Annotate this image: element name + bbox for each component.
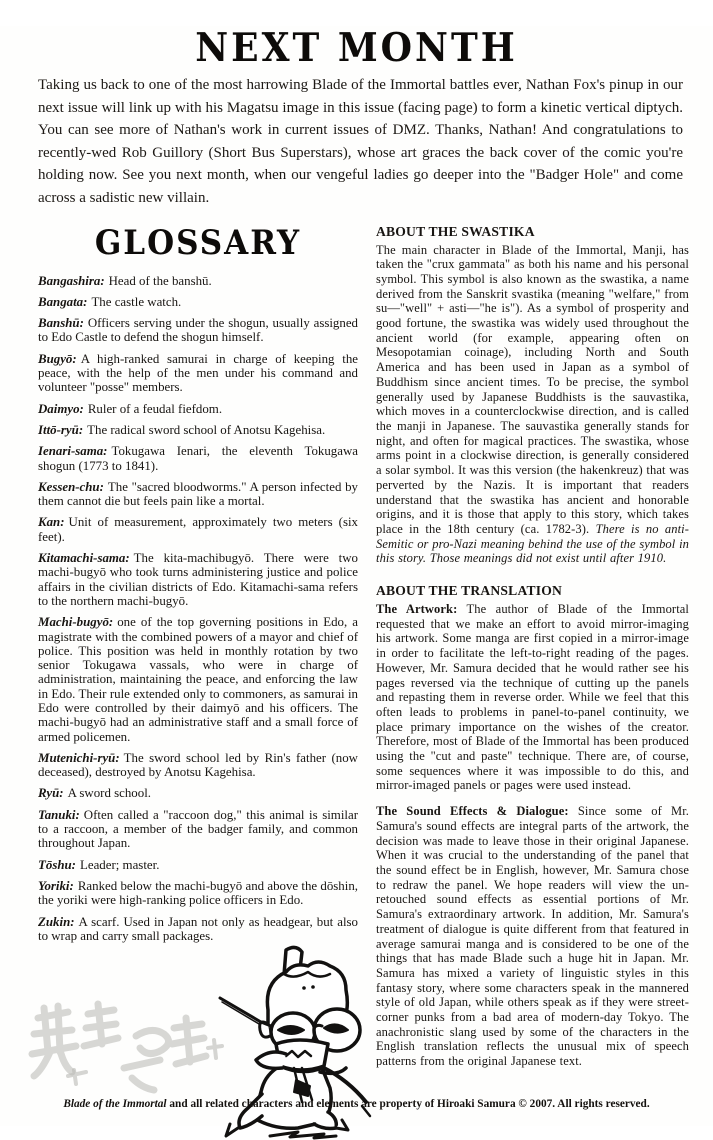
artwork-label: The Artwork: — [376, 602, 458, 617]
glossary-entry — [38, 615, 358, 744]
glossary-definition: one of the top governing positions in Edo, a magistrate with the combined powers of a mayor and chief of police. This position was held in monthly rotation by two senior Tokugawa vassals, who were in charge of administration, maintaining the peace, and enforcing the law in Edo. Their rule extended only to commoners, as samurai in Edo were controlled by their daimyō and his officers. The machi-bugyō had an administrative staff and a small force of armed policemen. — [38, 615, 358, 744]
glossary-entry — [38, 423, 358, 437]
glossary-entry — [38, 786, 358, 800]
about-translation-heading: ABOUT THE TRANSLATION — [376, 583, 563, 599]
glossary-entry — [38, 295, 358, 309]
glossary-term: Ienari-sama: — [38, 444, 108, 459]
glossary-definition: The sword school led by Rin's father (now deceased), destroyed by Anotsu Kagehisa. — [38, 750, 358, 780]
glossary-term: Kan: — [38, 515, 65, 530]
glossary-definition: Officers serving under the shogun, usually assigned to Edo Castle to defend the shogun himself. — [38, 316, 358, 345]
glossary-definition: Ranked below the machi-bugyō and above the dōshin, the yoriki were high-ranking police officers in Edo. — [38, 878, 358, 908]
glossary-term: Kitamachi-sama: — [38, 551, 130, 566]
glossary-definition: Leader; master. — [79, 857, 160, 872]
sound-effects-paragraph — [376, 804, 689, 1069]
glossary-entry — [38, 274, 358, 288]
glossary-definition: Head of the banshū. — [108, 273, 212, 288]
glossary-definition: A high-ranked samurai in charge of keeping the peace, with the help of the men under his command and volunteer "posse" members. — [38, 351, 358, 395]
glossary-definition: Unit of measurement, approximately two meters (six feet). — [38, 515, 358, 544]
glossary-definition: Often called a "raccoon dog," this animal is similar to a raccoon, a member of the badger family, and common throughout Japan. — [38, 807, 358, 851]
glossary-entry — [38, 858, 358, 872]
next-month-paragraph: Taking us back to one of the most harrowing Blade of the Immortal battles ever, Nathan Fox's pinup in our next issue will link up with his Magatsu image in this issue (facing page) to form a kinetic vertical diptych. You can see more of Nathan's work in current issues of DMZ. Thanks, Nathan! And congratulations to recently-wed Rob Guillory (Short Bus Superstars), whose art graces the back cover of the comic you're holding now. See you next month, when our vengeful ladies go deeper into the "Badger Hole" and come across a sadistic new villain. — [38, 77, 683, 206]
glossary-term: Kessen-chu: — [38, 479, 104, 494]
glossary-term: Daimyo: — [38, 401, 84, 416]
glossary-entry — [38, 352, 358, 395]
glossary-definition: Ruler of a feudal fiefdom. — [87, 401, 223, 416]
glossary-definition: A scarf. Used in Japan not only as headgear, but also to wrap and carry small packages. — [38, 914, 358, 943]
artwork-paragraph — [376, 602, 689, 793]
glossary-list — [38, 274, 358, 944]
glossary-term: Tōshu: — [38, 857, 76, 872]
glossary-entry — [38, 402, 358, 416]
glossary-term: Tanuki: — [38, 807, 80, 822]
glossary-entry — [38, 915, 358, 944]
notes-column — [376, 224, 689, 1080]
glossary-term: Ittō-ryū: — [38, 422, 84, 437]
footer-series-title: Blade of the Immortal — [63, 1098, 167, 1110]
glossary-definition: The "sacred bloodworms." A person infected by them cannot die but feels pain like a mortal. — [38, 479, 358, 509]
glossary-entry — [38, 808, 358, 851]
glossary-term: Zukin: — [38, 914, 75, 929]
footer-rights-text: and all related characters and elements are property of Hiroaki Samura © 2007. All rights reserved. — [166, 1098, 650, 1110]
sound-effects-label: The Sound Effects & Dialogue: — [376, 804, 569, 819]
about-swastika-paragraph — [376, 243, 689, 566]
about-swastika-heading: ABOUT THE SWASTIKA — [376, 223, 535, 239]
glossary-term: Bangashira: — [38, 273, 105, 288]
glossary-definition: A sword school. — [67, 786, 151, 801]
swastika-body: The main character in Blade of the Immortal, Manji, has taken the "crux gammata" as both his name and his personal symbol. This symbol is also known as the swastika, a name derived from the Sanskrit svastika (meaning "welfare," from su—"well" + asti—"he is"). As a symbol of prosperity and good fortune, the swastika was widely used throughout the ancient world (for example, appearing often on Mesopotamian coinage), including North and South America and has been used in Japan as a symbol of Buddhism since ancient times. To be precise, the symbol generally used by Japanese Buddhists is the sauvastika, which moves in a counterclockwise direction, and is called the manji in Japanese. The sauvastika generally stands for night, and often for magical practices. The swastika, whose arms point in a clockwise direction, is generally considered a solar symbol. It was this version (the hakenkreuz) that was perverted by the Nazis. It is important that readers understand that the swastika has ancient and honorable origins, and it is those that apply to this story, which takes place in the 18th century (ca. 1782-3). — [376, 242, 689, 536]
chibi-samurai-illustration — [216, 940, 374, 1140]
glossary-entry — [38, 480, 358, 509]
glossary-definition: The radical sword school of Anotsu Kagehisa. — [87, 422, 326, 437]
glossary-term: Bugyō: — [38, 351, 77, 366]
glossary-term: Mutenichi-ryū: — [38, 750, 120, 765]
glossary-entry — [38, 879, 358, 908]
glossary-definition: The castle watch. — [91, 294, 182, 309]
swastika-emphasis: There is no anti-Semitic or pro-Nazi meaning behind the use of the symbol in this story. Those meanings did not exist until after 1910. — [376, 521, 690, 566]
glossary-column — [38, 224, 358, 1136]
glossary-entry — [38, 551, 358, 608]
glossary-definition: The kita-machibugyō. There were two machi-bugyō who took turns administering justice and police affairs in the civilian districts of Edo. Kitamachi-sama refers to the northern machi-bugyō. — [38, 551, 358, 608]
glossary-term: Machi-bugyō: — [38, 615, 114, 630]
glossary-entry — [38, 444, 358, 473]
glossary-title: GLOSSARY — [94, 223, 302, 263]
glossary-term: Yoriki: — [38, 878, 74, 893]
next-month-title: NEXT MONTH — [195, 25, 518, 71]
two-column-layout — [38, 224, 689, 1136]
glossary-entry — [38, 751, 358, 780]
comic-backmatter-page — [0, 26, 713, 1126]
sound-effects-body: Since some of Mr. Samura's sound effects are integral parts of the artwork, the decision was made to leave those in their original Japanese. When it was crucial to the understanding of the panel that the sound effect be in English, however, Mr. Samura chose to redraw the panel. We hope readers will view the un-retouched sound effects as essential portions of Mr. Samura's extraordinary artwork. In addition, Mr. Samura's treatment of dialogue is quite different from that featured in average samurai manga and is considered to be one of the things that has made Blade such a huge hit in Japan. Mr. Samura has mixed a variety of linguistic styles in this fantasy story, where some characters speak in the mannered style of old Japan, while others speak as if they were street-corner punks from a bad area of modern-day Tokyo. The anachronistic slang used by some of the characters in the English translation reflects the unusual mix of speech patterns from the original Japanese text. — [376, 804, 690, 1069]
glossary-entry — [38, 316, 358, 345]
brush-calligraphy-graffiti — [24, 990, 234, 1110]
glossary-term: Bangata: — [38, 294, 88, 309]
artwork-body: The author of Blade of the Immortal requested that we make an effort to avoid mirror-imaging his artwork. Some manga are first copied in a mirror-image in order to facilitate the left-to-right reading of the pages. However, Mr. Samura decided that he would rather see his pages reversed via the technique of cutting up the panels and repasting them in reverse order. While we feel that this often leads to problems in panel-to-panel continuity, we place primary importance on the wishes of the creator. Therefore, most of Blade of the Immortal has been produced using the "cut and paste" technique. There are, of course, some sequences where it was impossible to do this, and mirror-imaged panels or pages were used instead. — [376, 602, 689, 793]
glossary-term: Ryū: — [38, 786, 64, 801]
glossary-definition: Tokugawa Ienari, the eleventh Tokugawa shogun (1773 to 1841). — [38, 444, 358, 473]
glossary-term: Banshū: — [38, 316, 84, 331]
glossary-entry — [38, 515, 358, 544]
